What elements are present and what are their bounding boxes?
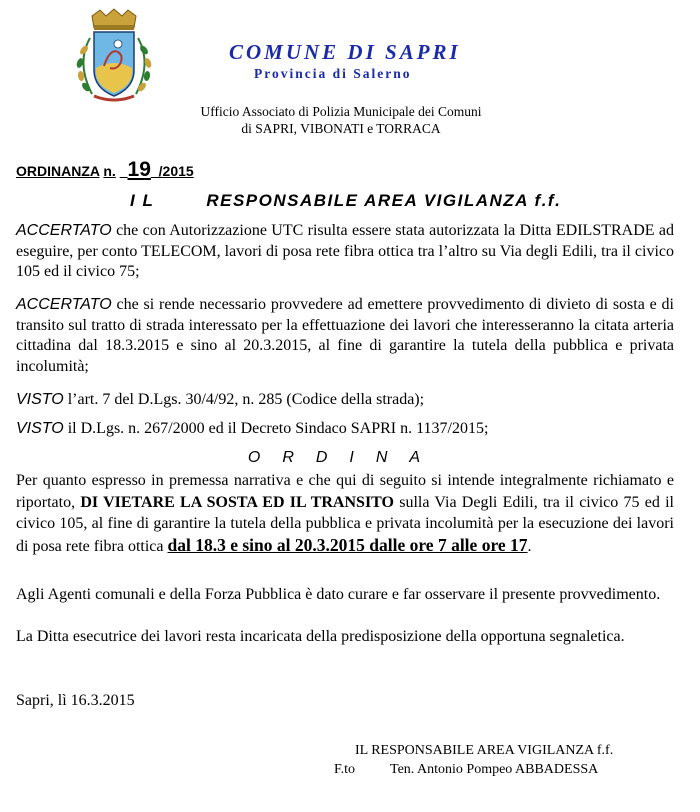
premessa-keyword: VISTO: [16, 391, 64, 408]
ufficio-heading: [181, 103, 501, 137]
firma-fto: F.to: [334, 762, 356, 777]
premessa-text: il D.Lgs. n. 267/2000 ed il Decreto Sindaco SAPRI n. 1137/2015;: [63, 420, 489, 437]
ordina-heading: ORDINA: [247, 449, 443, 466]
provincia-subtitle: Provincia di Salerno: [254, 66, 412, 81]
premessa-text: che con Autorizzazione UTC risulta essere stata autorizzata la Ditta EDILSTRADE ad eseguire, per conto TELECOM, lavori di posa rete fibra ottica tra l’altro su Via degli Edili, tra il civico 105 ed il civico 75;: [16, 222, 674, 280]
agenti-paragraph: Agli Agenti comunali e della Forza Pubblica è dato curare e far osservare il presente provvedimento.: [16, 586, 661, 603]
firma-title: IL RESPONSABILE AREA VIGILANZA f.f.: [355, 743, 614, 758]
firma-name: Ten. Antonio Pompeo ABBADESSA: [390, 762, 599, 777]
premessa-accertato-1: [16, 221, 674, 283]
premessa-accertato-2: [16, 295, 674, 377]
responsabile-heading: [130, 191, 561, 211]
dispositivo-paragraph: [16, 470, 674, 557]
premessa-visto-1: [16, 390, 674, 411]
ufficio-line-2: di SAPRI, VIBONATI e TORRACA: [241, 121, 441, 136]
premessa-visto-2: [16, 419, 674, 440]
ordinanza-number: 19: [127, 158, 151, 181]
premessa-text: che si rende necessario provvedere ad emettere provvedimento di divieto di sosta e di transito sul tratto di strada interessato per la effettuazione dei lavori che interesseranno la citata arteria cittadina dal 18.3.2015 e sino al 20.3.2015, al fine di garantire la tutela della pubblica e privata incolumità;: [16, 296, 674, 375]
responsabile-title: RESPONSABILE AREA VIGILANZA f.f.: [206, 191, 562, 210]
ordinanza-lead: _: [119, 163, 128, 179]
dispositivo-divieto: DI VIETARE LA SOSTA ED IL TRANSITO: [80, 493, 394, 511]
dispositivo-text-1: Per quanto espresso in premessa narrativa e che qui di seguito si intende integralmente richiamato e riportato,: [16, 472, 674, 511]
ordinanza-label: ORDINANZA: [16, 163, 100, 179]
ordinanza-n-label: n.: [103, 163, 116, 179]
comune-title: COMUNE DI SAPRI: [229, 40, 461, 64]
luogo-data: Sapri, lì 16.3.2015: [16, 692, 135, 709]
premessa-text: l’art. 7 del D.Lgs. 30/4/92, n. 285 (Codice della strada);: [63, 391, 425, 408]
dispositivo-text-3: .: [527, 537, 532, 555]
coat-of-arms-icon: [66, 8, 162, 108]
ordinanza-number-line: [16, 158, 194, 182]
ordinanza-year: _/2015: [150, 163, 194, 179]
premessa-keyword: ACCERTATO: [16, 296, 112, 313]
ditta-paragraph: La Ditta esecutrice dei lavori resta incaricata della predisposizione della opportuna segnaletica.: [16, 628, 625, 645]
ufficio-line-1: Ufficio Associato di Polizia Municipale dei Comuni: [200, 104, 482, 119]
responsabile-il: I L: [130, 191, 155, 210]
dispositivo-date: dal 18.3 e sino al 20.3.2015 dalle ore 7 alle ore 17: [167, 534, 528, 555]
premessa-keyword: VISTO: [16, 420, 64, 437]
dispositivo-text-2: sulla Via Degli Edili, tra il civico 75 ed il civico 105, al fine di garantire la tutela della pubblica e privata incolumità per la esecuzione dei lavori di posa rete fibra ottica: [16, 493, 675, 555]
premessa-keyword: ACCERTATO: [16, 222, 112, 239]
